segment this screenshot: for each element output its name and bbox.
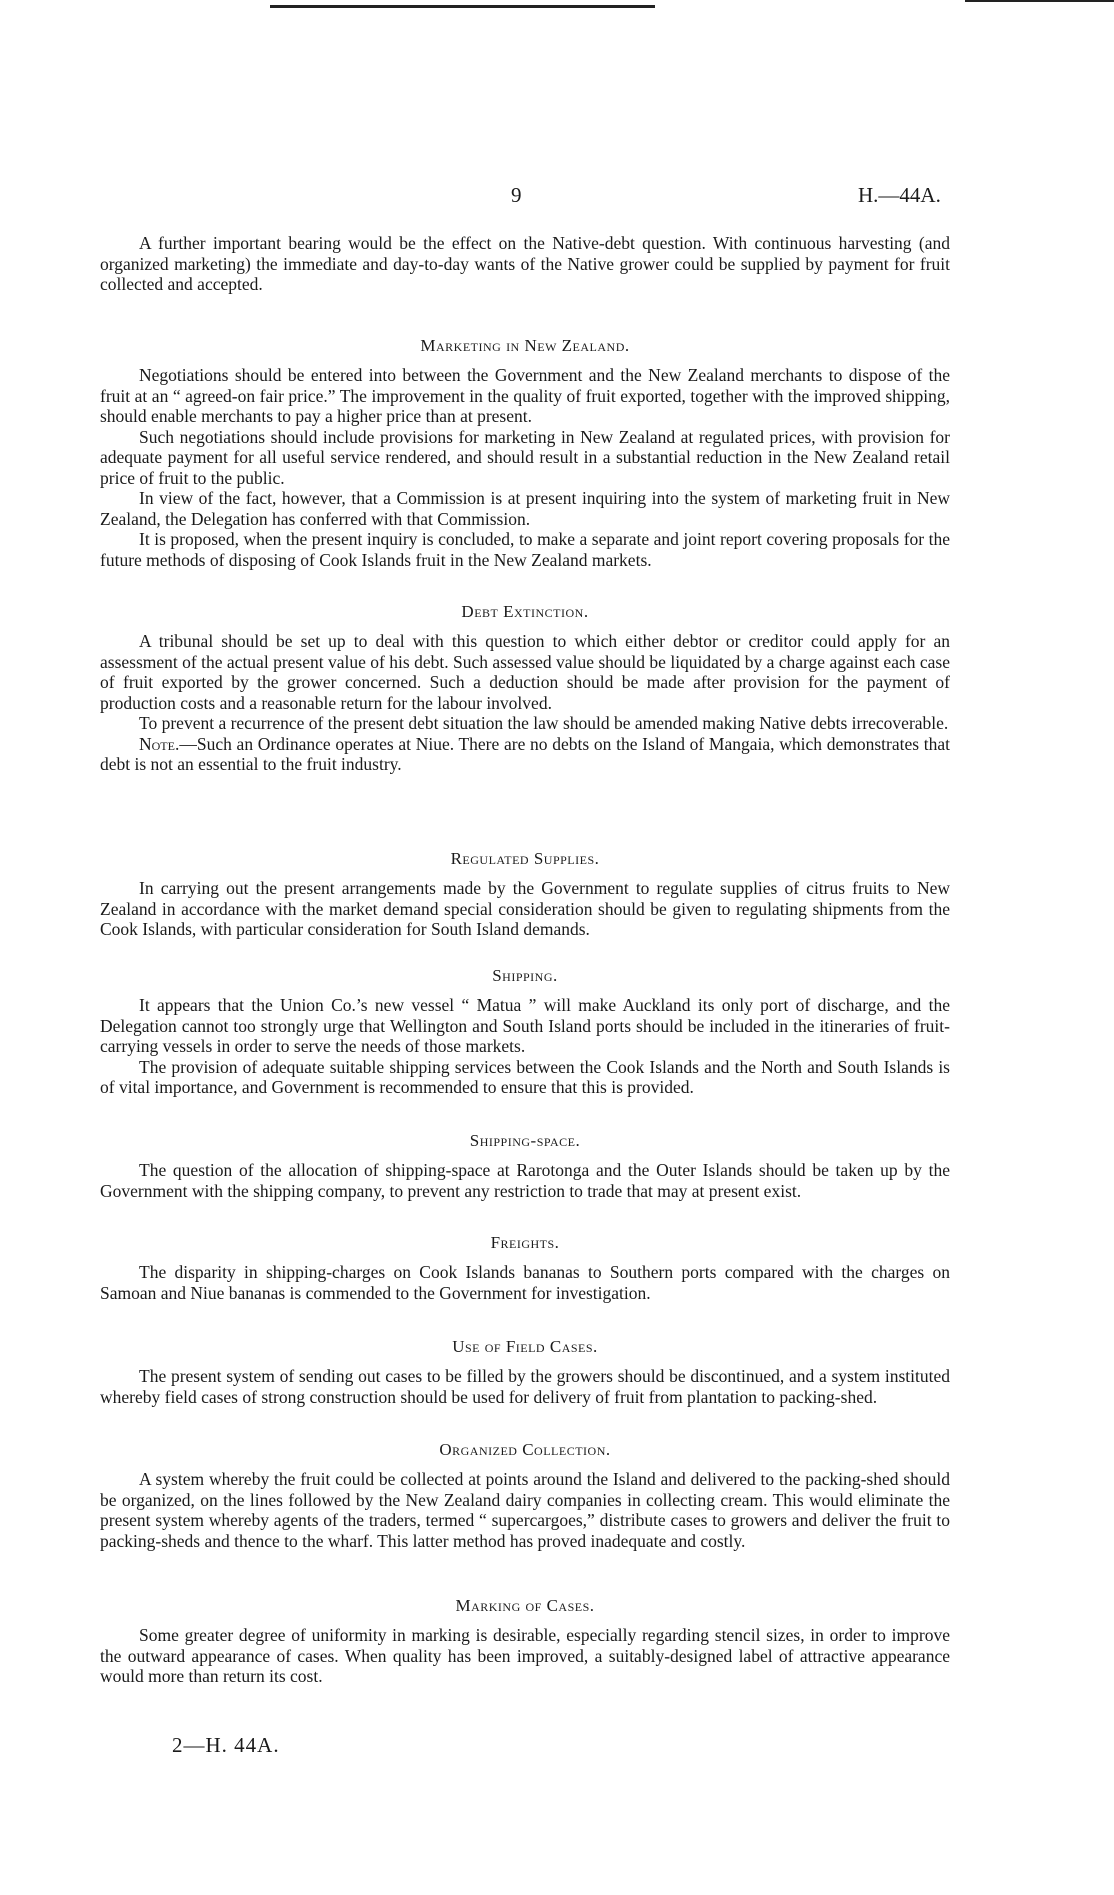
paragraph: In view of the fact, however, that a Commission is at present inquiring into the system of marketing fruit in New Zealand, the Delegation has conferred with that Commission. <box>100 488 950 529</box>
section-heading: Shipping. <box>492 966 558 985</box>
paragraph: The present system of sending out cases to be filled by the growers should be discontinued, and a system instituted whereby field cases of strong construction should be used for delivery of fruit from plantation to packing-shed. <box>100 1366 950 1407</box>
paragraph: The disparity in shipping-charges on Cook Islands bananas to Southern ports compared with the charges on Samoan and Niue bananas is commended to the Government for investigation. <box>100 1262 950 1303</box>
note-paragraph <box>100 734 950 775</box>
section-intro <box>100 233 950 295</box>
paragraph: A tribunal should be set up to deal with this question to which either debtor or creditor could apply for an assessment of the actual present value of his debt. Such assessed value should be liquidated by a charge against each case of fruit exported by the grower concerned. Such a deduction should be made after provision for the payment of production costs and a reasonable return for the labour involved. <box>100 631 950 713</box>
section-heading: Freights. <box>490 1233 560 1252</box>
top-right-rule <box>965 0 1114 2</box>
paragraph: It appears that the Union Co.’s new vessel “ Matua ” will make Auckland its only port of discharge, and the Delegation cannot too strongly urge that Wellington and South Island ports should be included in the itineraries of fruit-carrying vessels in order to serve the needs of those markets. <box>100 995 950 1056</box>
paragraph: Negotiations should be entered into between the Government and the New Zealand merchants to dispose of the fruit at an “ agreed-on fair price.” The improvement in the quality of fruit exported, together with the improved shipping, should enable merchants to pay a higher price than at present. <box>100 365 950 426</box>
paragraph: A further important bearing would be the effect on the Native-debt question. With continuous harvesting (and organized marketing) the immediate and day-to-day wants of the Native grower could be supplied by payment for fruit collected and accepted. <box>100 233 950 294</box>
page-number: 9 <box>511 183 522 207</box>
document-reference <box>858 183 941 208</box>
top-rule <box>270 5 655 8</box>
section-shipping <box>100 966 950 1098</box>
note-text: —Such an Ordinance operates at Niue. There are no debts on the Island of Mangaia, which demonstrates that debt is not an essential to the fruit industry. <box>100 733 950 774</box>
paragraph: The provision of adequate suitable shipping services between the Cook Islands and the North and South Islands is of vital importance, and Government is recommended to ensure that this is provided. <box>100 1056 950 1097</box>
signature-main: 2—H. 44 <box>172 1733 258 1757</box>
section-heading: Debt Extinction. <box>461 602 589 621</box>
paragraph: Some greater degree of uniformity in marking is desirable, especially regarding stencil sizes, in order to improve the outward appearance of cases. When quality has been improved, a suitably-designed label of attractive appearance would more than return its cost. <box>100 1625 950 1686</box>
document-reference-suffix: A. <box>920 183 941 207</box>
section-heading: Regulated Supplies. <box>450 849 600 868</box>
section-debt <box>100 602 950 775</box>
paragraph: Such negotiations should include provisions for marketing in New Zealand at regulated prices, with provision for adequate payment for all useful service rendered, and should result in a substantial reduction in the New Zealand retail price of fruit to the public. <box>100 426 950 488</box>
section-heading: Marking of Cases. <box>455 1596 595 1615</box>
section-field-cases <box>100 1337 950 1407</box>
section-marking-of-cases <box>100 1596 950 1687</box>
paragraph: It is proposed, when the present inquiry is concluded, to make a separate and joint report covering proposals for the future methods of disposing of Cook Islands fruit in the New Zealand markets. <box>100 529 950 570</box>
document-reference-main: H.—44 <box>858 183 921 207</box>
section-marketing <box>100 336 950 570</box>
section-shipping-space <box>100 1131 950 1201</box>
paragraph: The question of the allocation of shipping-space at Rarotonga and the Outer Islands should be taken up by the Government with the shipping company, to prevent any restriction to trade that may at present exist. <box>100 1160 950 1201</box>
paragraph: A system whereby the fruit could be collected at points around the Island and delivered to the packing-shed should be organized, on the lines followed by the New Zealand dairy companies in collecting cream. This would eliminate the present system whereby agents of the traders, termed “ supercargoes,” distribute cases to growers and deliver the fruit to packing-sheds and thence to the wharf. This latter method has proved inadequate and costly. <box>100 1469 950 1551</box>
section-freights <box>100 1233 950 1303</box>
section-heading: Use of Field Cases. <box>452 1337 598 1356</box>
section-organized-collection <box>100 1440 950 1551</box>
section-heading: Shipping-space. <box>469 1131 581 1150</box>
paragraph: In carrying out the present arrangements made by the Government to regulate supplies of citrus fruits to New Zealand in accordance with the market demand special consideration should be given to regulating shipments from the Cook Islands, with particular consideration for South Island demands. <box>100 878 950 939</box>
note-lead: Note. <box>139 733 180 754</box>
signature-suffix: A. <box>257 1733 280 1757</box>
printer-signature <box>172 1733 280 1758</box>
section-heading: Marketing in New Zealand. <box>420 336 630 355</box>
paragraph: To prevent a recurrence of the present debt situation the law should be amended making Native debts irrecoverable. <box>139 713 949 733</box>
section-regulated-supplies <box>100 849 950 940</box>
section-heading: Organized Collection. <box>439 1440 611 1459</box>
